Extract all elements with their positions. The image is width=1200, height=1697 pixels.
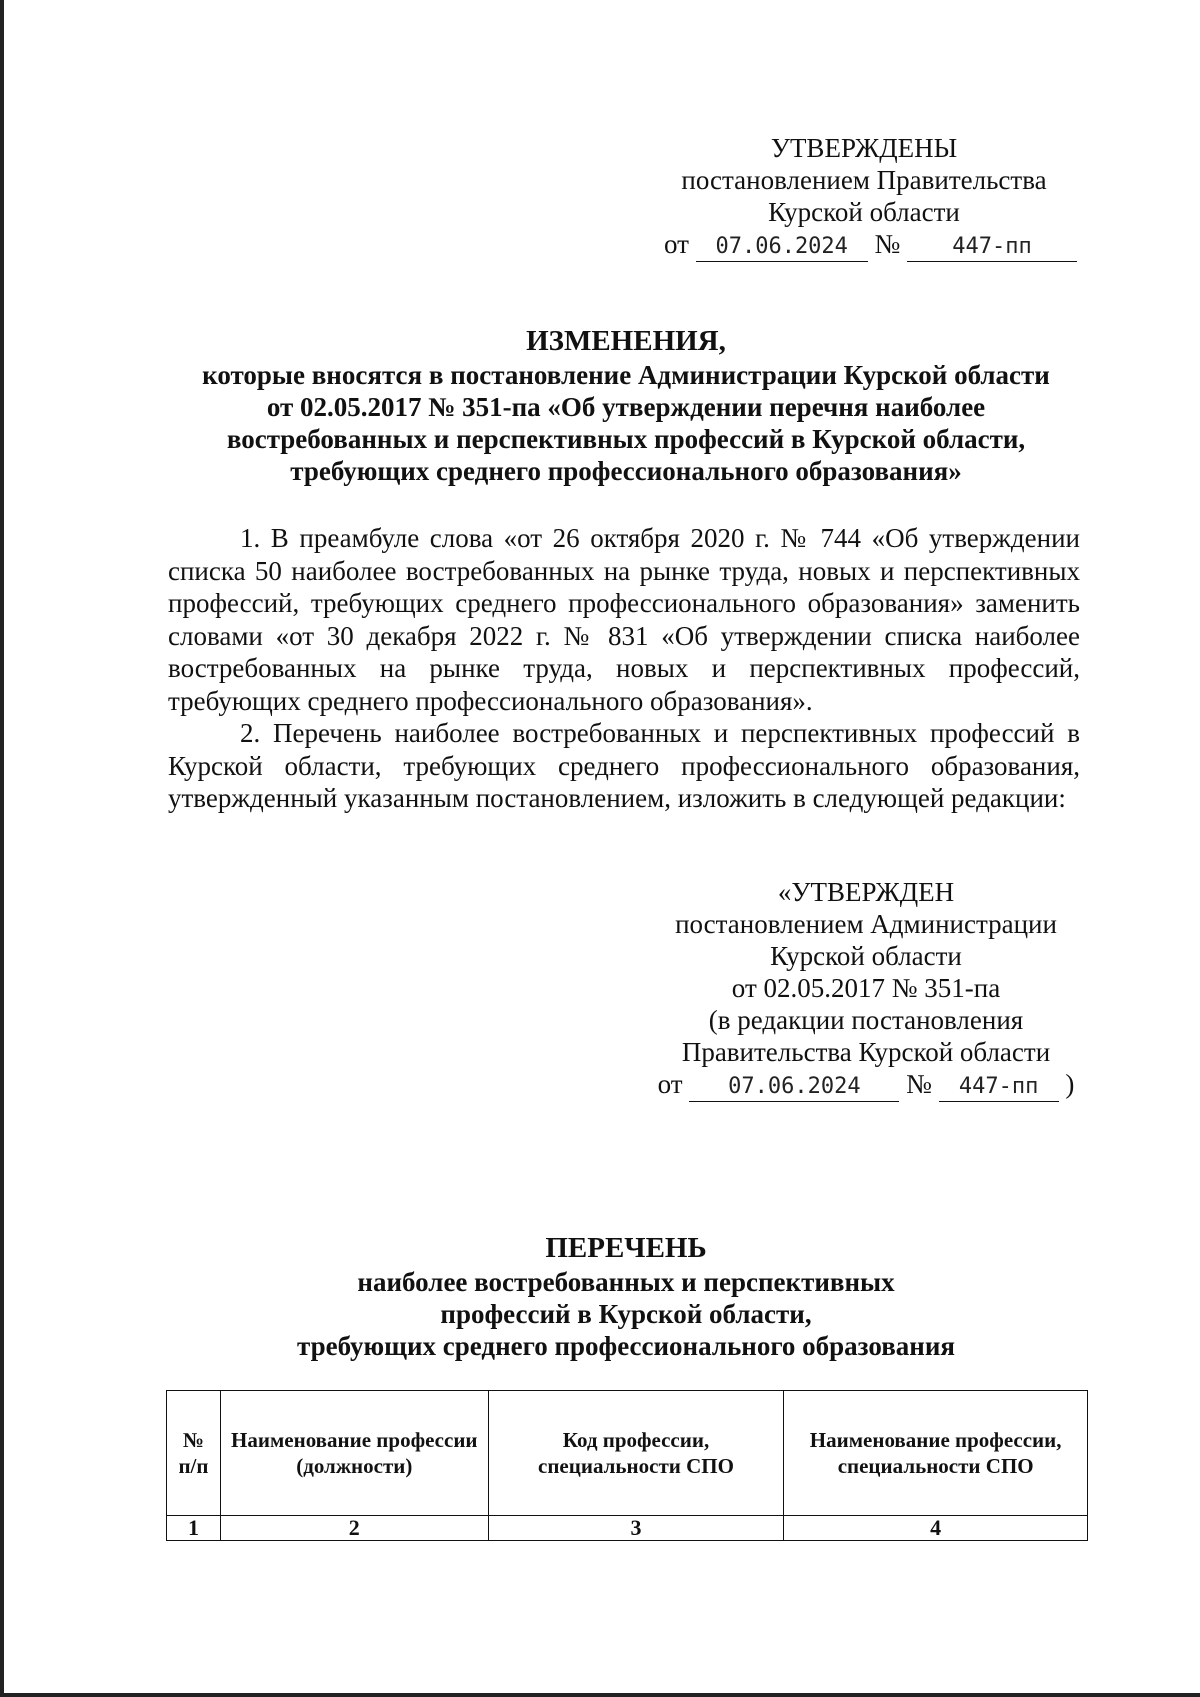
number-field: 447-пп — [907, 233, 1077, 262]
paragraph-2: 2. Перечень наиболее востребованных и перспективных профессий в Курской области, требующих среднего профессионального образования, утвержденный указанным постановлением, изложить в следующей редакции: — [168, 718, 1080, 813]
heading-line: востребованных и перспективных профессий в Курской области, — [226, 424, 1026, 454]
approval-line: постановлением Правительства — [681, 165, 1047, 195]
number-field: 447-пп — [939, 1073, 1059, 1102]
list-heading-line: профессий в Курской области, — [440, 1299, 812, 1329]
approval-title: УТВЕРЖДЕНЫ — [770, 133, 958, 163]
column-number: 3 — [488, 1516, 784, 1541]
column-number: 2 — [220, 1516, 488, 1541]
heading-line: от 02.05.2017 № 351-па «Об утверждении перечня наиболее — [266, 392, 986, 422]
list-heading-line: наиболее востребованных и перспективных — [357, 1267, 895, 1297]
table-header-row — [167, 1391, 1088, 1516]
header-profession-name: Наименование профессии (должности) — [220, 1391, 488, 1516]
list-heading-title: ПЕРЕЧЕНЬ — [545, 1232, 707, 1264]
closing-paren: ) — [1065, 1069, 1075, 1099]
approval-date-row — [646, 1068, 1086, 1102]
approval-block-inner — [646, 876, 1086, 1102]
page-edge-left — [0, 0, 4, 1697]
header-profession-code: Код профессии, специальности СПО — [488, 1391, 784, 1516]
professions-table — [166, 1390, 1088, 1541]
heading-line: требующих среднего профессионального образования» — [290, 456, 962, 486]
approval-date-row — [664, 228, 1064, 262]
approval-line: постановлением Администрации — [675, 909, 1057, 939]
approval-line: Правительства Курской области — [681, 1037, 1051, 1067]
header-number: № п/п — [167, 1391, 221, 1516]
paragraph-1: 1. В преамбуле слова «от 26 октября 2020 г. № 744 «Об утверждении списка 50 наиболее востребованных на рынке труда, новых и перспективных профессий, требующих среднего профессионального образования» заменить словами «от 30 декабря 2022 г. № 831 «Об утверждении списка наиболее востребованных на рынке труда, новых и перспективных профессий, требующих среднего профессионального образования». — [168, 523, 1080, 716]
number-prefix: № — [874, 229, 901, 259]
header-specialty-name: Наименование профессии, специальности СПО — [784, 1391, 1088, 1516]
approval-line: от 02.05.2017 № 351-па — [731, 973, 1001, 1003]
approval-block-top — [664, 132, 1064, 262]
approval-line: Курской области — [770, 941, 962, 971]
date-prefix: от — [664, 229, 689, 259]
table-row — [167, 1516, 1088, 1541]
date-field: 07.06.2024 — [696, 233, 868, 262]
approval-line: Курской области — [768, 197, 960, 227]
approval-line: (в редакции постановления — [708, 1005, 1024, 1035]
approval-title: «УТВЕРЖДЕН — [777, 877, 955, 907]
heading-title: ИЗМЕНЕНИЯ, — [526, 325, 726, 357]
body-text — [168, 522, 1080, 815]
list-heading — [168, 1232, 1084, 1362]
document-heading — [168, 325, 1084, 487]
page-edge-bottom — [0, 1693, 1200, 1697]
date-field: 07.06.2024 — [689, 1073, 899, 1102]
date-prefix: от — [657, 1069, 683, 1099]
column-number: 4 — [784, 1516, 1088, 1541]
list-heading-line: требующих среднего профессионального образования — [296, 1331, 955, 1361]
heading-line: которые вносятся в постановление Администрации Курской области — [202, 360, 1050, 390]
number-prefix: № — [906, 1069, 932, 1099]
column-number: 1 — [167, 1516, 221, 1541]
